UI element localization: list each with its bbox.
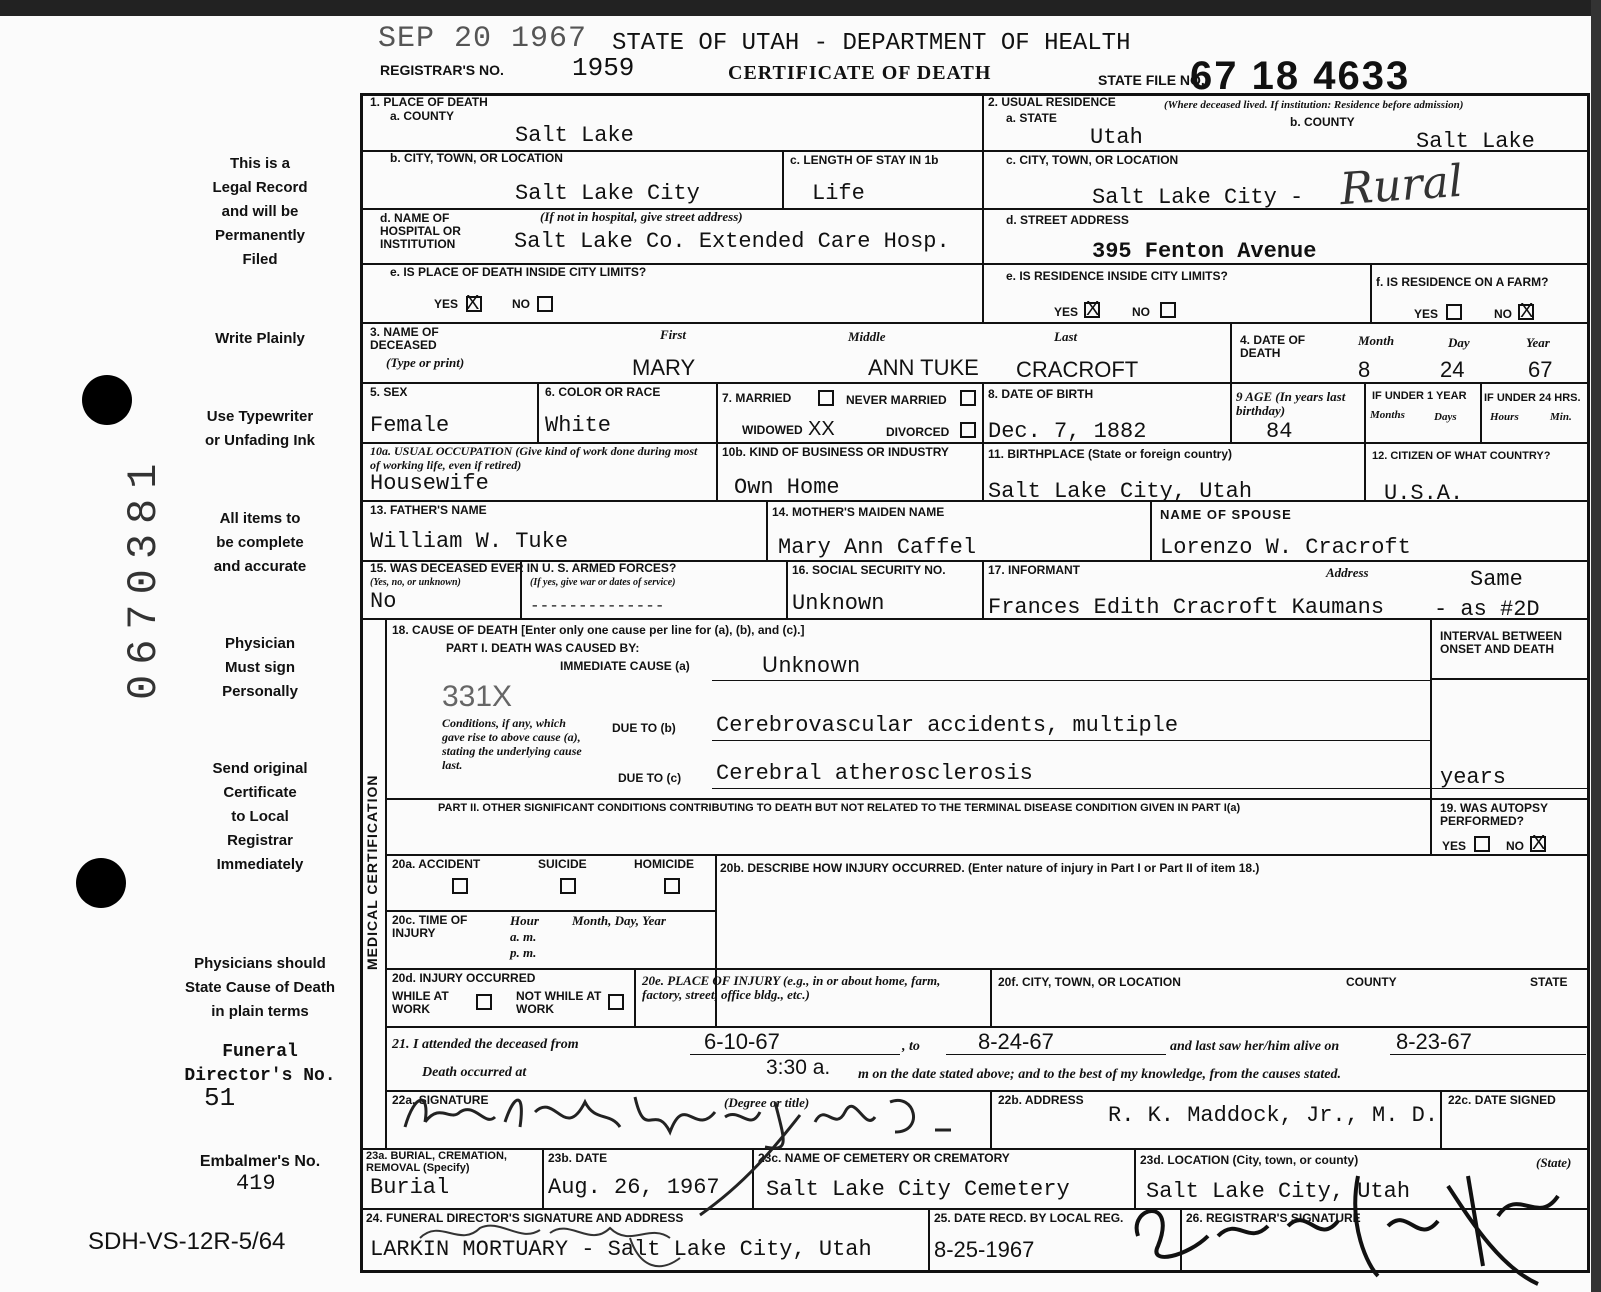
armed-hint-service: (If yes, give war or dates of service) <box>530 577 676 588</box>
suicide-checkbox[interactable] <box>560 878 576 894</box>
rule <box>1430 678 1590 680</box>
months-label: Months <box>1370 409 1405 421</box>
burial-location: Salt Lake City, Utah <box>1146 1179 1411 1204</box>
age-value: 84 <box>1266 419 1293 444</box>
rule <box>1430 618 1432 854</box>
funeral-director-signature <box>400 1208 720 1278</box>
death-occurred-tail: m on the date stated above; and to the best of my knowledge, from the causes stated. <box>858 1067 1341 1082</box>
punch-hole-bottom <box>76 858 126 908</box>
rule <box>634 968 636 1026</box>
residence-limits-label: e. IS RESIDENCE INSIDE CITY LIMITS? <box>1006 269 1228 283</box>
residence-county-label: b. COUNTY <box>1290 115 1355 129</box>
rule <box>1364 382 1366 500</box>
underline <box>1390 1054 1586 1055</box>
homicide-label: HOMICIDE <box>634 857 694 871</box>
cause-c: Cerebral atherosclerosis <box>716 761 1033 786</box>
married-label: 7. MARRIED <box>722 391 792 405</box>
hour-label: Hour <box>510 913 539 928</box>
medical-certification-side-label: MEDICAL CERTIFICATION <box>364 774 380 970</box>
death-limits-yes-mark: X <box>466 292 480 314</box>
funeral-director-no-label: Funeral Director's No. <box>184 1042 336 1086</box>
rule <box>1370 263 1372 323</box>
death-limits-yes-label: YES <box>434 297 459 311</box>
middle-name: ANN TUKE <box>868 355 979 380</box>
am-label: a. m. <box>510 929 537 944</box>
last-saw-label: and last saw her/him alive on <box>1170 1039 1340 1054</box>
burial-location-label: 23d. LOCATION (City, town, or county) <box>1140 1153 1359 1167</box>
rule <box>1230 322 1232 442</box>
not-while-at-work-checkbox[interactable] <box>608 994 624 1010</box>
autopsy-yes-checkbox[interactable] <box>1474 836 1490 852</box>
day-label: Day <box>1448 335 1470 350</box>
month-day-year-label: Month, Day, Year <box>572 913 666 928</box>
autopsy-no-mark: X <box>1532 832 1546 854</box>
residence-state: Utah <box>1090 125 1143 150</box>
vertical-serial: 0670381 <box>120 453 168 700</box>
typewriter-note: Use Typewriter or Unfading Ink <box>205 408 315 449</box>
signature-stroke <box>690 1110 810 1220</box>
citizen-value: U.S.A. <box>1384 481 1464 506</box>
registrar-signature <box>1118 1166 1588 1286</box>
punch-hole-top <box>82 375 132 425</box>
burial-type-label: 23a. BURIAL, CREMATION, REMOVAL (Specify) <box>366 1150 507 1174</box>
death-city-label: b. CITY, TOWN, OR LOCATION <box>390 151 563 165</box>
physician-address-label: 22b. ADDRESS <box>998 1093 1084 1107</box>
under-24-hrs-label: IF UNDER 24 HRS. <box>1484 392 1581 404</box>
attended-label: 21. I attended the deceased from <box>392 1037 579 1052</box>
funeral-director-label: 24. FUNERAL DIRECTOR'S SIGNATURE AND ADDRESS <box>366 1211 684 1225</box>
widowed-label: WIDOWED <box>742 423 803 437</box>
birthplace-value: Salt Lake City, Utah <box>988 479 1253 504</box>
stay-label: c. LENGTH OF STAY IN 1b <box>790 153 939 167</box>
never-married-label: NEVER MARRIED <box>846 393 947 407</box>
rule <box>990 1090 992 1148</box>
agency-title: STATE OF UTAH - DEPARTMENT OF HEALTH <box>612 30 1131 57</box>
embalmer-no-label: Embalmer's No. <box>199 1153 321 1170</box>
name-hint: (Type or print) <box>386 355 465 370</box>
residence-hint: (Where deceased lived. If institution: Residence before admission) <box>1164 99 1464 111</box>
complete-note: All items to be complete and accurate <box>213 510 307 575</box>
autopsy-no-label: NO <box>1506 839 1524 853</box>
residence-rural-handwritten: Rural <box>1338 155 1465 216</box>
rule <box>786 560 788 618</box>
length-of-stay: Life <box>812 181 865 206</box>
registrar-no: 1959 <box>572 53 635 83</box>
citizen-label: 12. CITIZEN OF WHAT COUNTRY? <box>1372 450 1551 462</box>
married-checkbox[interactable] <box>818 390 834 406</box>
armed-hint: (Yes, no, or unknown) <box>370 577 461 588</box>
certificate-title: CERTIFICATE OF DEATH <box>728 62 992 84</box>
age-label: 9 AGE (In years last birthday) <box>1236 389 1346 418</box>
farm-label: f. IS RESIDENCE ON A FARM? <box>1376 275 1549 289</box>
death-city: Salt Lake City <box>515 181 700 206</box>
injury-description-label: 20b. DESCRIBE HOW INJURY OCCURRED. (Enter nature of injury in Part I or Part II of item 18.) <box>720 861 1260 875</box>
rule <box>385 1026 1590 1028</box>
scan-edge-right <box>1591 0 1601 1292</box>
burial-type: Burial <box>370 1175 450 1200</box>
armed-forces-label: 15. WAS DECEASED EVER IN U. S. ARMED FORCES? <box>370 561 677 575</box>
rule <box>1150 500 1152 560</box>
rule <box>385 798 1590 800</box>
divorced-checkbox[interactable] <box>960 422 976 438</box>
place-of-injury-label: 20e. PLACE OF INJURY (e.g., in or about home, farm, factory, street, office bldg., etc.) <box>642 973 941 1002</box>
rule <box>1480 382 1482 442</box>
physician-sign-note: Physician Must sign Personally <box>222 635 298 700</box>
date-of-death-label: 4. DATE OF DEATH <box>1240 333 1306 360</box>
while-at-work-label: WHILE AT WORK <box>392 989 449 1016</box>
conditions-note: Conditions, if any, which gave rise to above cause (a), stating the underlying cause last. <box>442 716 582 772</box>
residence-limits-no-label: NO <box>1132 305 1150 319</box>
never-married-checkbox[interactable] <box>960 390 976 406</box>
rule <box>982 382 984 500</box>
mother-name: Mary Ann Caffel <box>778 535 977 560</box>
place-of-death-label: 1. PLACE OF DEATH <box>370 95 488 109</box>
burial-date-label: 23b. DATE <box>548 1151 608 1165</box>
underline <box>946 1054 1166 1055</box>
rule <box>990 968 992 1026</box>
due-to-b-label: DUE TO (b) <box>612 721 676 735</box>
race-value: White <box>545 413 612 438</box>
death-year: 67 <box>1528 357 1553 382</box>
death-month: 8 <box>1358 357 1371 382</box>
interval-value: years <box>1440 765 1507 790</box>
farm-no-label: NO <box>1494 307 1512 321</box>
residence-limits-no-checkbox[interactable] <box>1160 302 1176 318</box>
ssn-value: Unknown <box>792 591 885 616</box>
widowed-mark: XX <box>808 418 835 440</box>
spouse-name: Lorenzo W. Cracroft <box>1160 535 1411 560</box>
death-limits-no-label: NO <box>512 297 530 311</box>
registrar-signature-label: 26. REGISTRAR'S SIGNATURE <box>1186 1211 1361 1225</box>
informant-address-label: Address <box>1326 565 1369 580</box>
armed-service-dashes: -------------- <box>530 597 665 615</box>
father-label: 13. FATHER'S NAME <box>370 503 487 517</box>
death-occurred-at-label: Death occurred at <box>422 1065 527 1080</box>
injury-occurred-label: 20d. INJURY OCCURRED <box>392 971 536 985</box>
business-label: 10b. KIND OF BUSINESS OR INDUSTRY <box>722 445 949 459</box>
cause-label: 18. CAUSE OF DEATH [Enter only one cause per line for (a), (b), and (c).] <box>392 623 805 637</box>
while-at-work-checkbox[interactable] <box>476 994 492 1010</box>
birthplace-label: 11. BIRTHPLACE (State or foreign country) <box>988 447 1233 461</box>
county-label: a. COUNTY <box>390 109 455 123</box>
divorced-label: DIVORCED <box>886 425 950 439</box>
death-time: 3:30 a. <box>766 1056 831 1079</box>
middle-label: Middle <box>848 329 886 344</box>
rule <box>537 382 539 442</box>
street-label: d. STREET ADDRESS <box>1006 213 1129 227</box>
spouse-label: NAME OF SPOUSE <box>1160 507 1292 522</box>
under-1-year-label: IF UNDER 1 YEAR <box>1372 390 1467 402</box>
sex-value: Female <box>370 413 450 438</box>
injury-county-label: COUNTY <box>1346 975 1397 989</box>
rule <box>542 1148 544 1208</box>
min-label: Min. <box>1550 411 1572 423</box>
autopsy-label: 19. WAS AUTOPSY PERFORMED? <box>1440 801 1548 828</box>
last-label: Last <box>1054 329 1078 344</box>
rule <box>385 968 1590 970</box>
interval-label: INTERVAL BETWEEN ONSET AND DEATH <box>1440 629 1563 656</box>
first-name: MARY <box>632 355 696 380</box>
informant-name: Frances Edith Cracroft Kaumans <box>988 595 1385 620</box>
hospital-name: Salt Lake Co. Extended Care Hosp. <box>514 229 950 254</box>
informant-address: - as #2D <box>1434 597 1540 622</box>
farm-yes-label: YES <box>1414 307 1439 321</box>
dob-label: 8. DATE OF BIRTH <box>988 387 1094 401</box>
residence-city: Salt Lake City - <box>1092 185 1304 210</box>
attended-to: 8-24-67 <box>978 1029 1054 1054</box>
degree-label: (Degree or title) <box>724 1095 810 1110</box>
registrar-no-label: REGISTRAR'S NO. <box>380 62 504 78</box>
dob-value: Dec. 7, 1882 <box>988 419 1147 444</box>
rule <box>782 150 784 208</box>
injury-city-label: 20f. CITY, TOWN, OR LOCATION <box>998 975 1181 989</box>
rule <box>928 1208 930 1273</box>
mother-label: 14. MOTHER'S MAIDEN NAME <box>772 505 945 519</box>
form-number: SDH-VS-12R-5/64 <box>88 1228 286 1255</box>
residence-state-label: a. STATE <box>1006 111 1057 125</box>
race-label: 6. COLOR OR RACE <box>545 385 661 399</box>
attended-from: 6-10-67 <box>704 1029 780 1054</box>
rule <box>982 93 984 323</box>
rule <box>360 322 1590 324</box>
residence-city-label: c. CITY, TOWN, OR LOCATION <box>1006 153 1179 167</box>
underline <box>712 740 1430 741</box>
cemetery-label: 23c. NAME OF CEMETERY OR CREMATORY <box>758 1151 1010 1165</box>
month-label: Month <box>1358 333 1395 348</box>
date-signed-label: 22c. DATE SIGNED <box>1448 1093 1556 1107</box>
hospital-label: d. NAME OF HOSPITAL OR INSTITUTION <box>380 211 461 251</box>
burial-date: Aug. 26, 1967 <box>548 1175 720 1200</box>
suicide-label: SUICIDE <box>538 857 587 871</box>
burial-state-label: (State) <box>1536 1155 1572 1170</box>
farm-no-mark: X <box>1520 300 1534 322</box>
farm-yes-checkbox[interactable] <box>1446 304 1462 320</box>
write-plainly-note: Write Plainly <box>215 330 305 347</box>
time-of-injury-label: 20c. TIME OF INJURY <box>392 913 468 940</box>
armed-value: No <box>370 589 397 614</box>
year-label: Year <box>1526 335 1550 350</box>
residence-limits-yes-label: YES <box>1054 305 1079 319</box>
hospital-hint: (If not in hospital, give street address) <box>540 209 743 224</box>
residence-county: Salt Lake <box>1416 129 1535 154</box>
funeral-director-no: 51 <box>204 1083 236 1113</box>
injury-state-label: STATE <box>1530 975 1568 989</box>
cause-b: Cerebrovascular accidents, multiple <box>716 713 1179 738</box>
cemetery-name: Salt Lake City Cemetery <box>766 1177 1070 1202</box>
residence-label: 2. USUAL RESIDENCE <box>988 95 1116 109</box>
funeral-director: LARKIN MORTUARY - Salt Lake City, Utah <box>370 1237 872 1262</box>
last-saw-date: 8-23-67 <box>1396 1029 1472 1054</box>
informant-address-same: Same <box>1470 567 1523 592</box>
rule <box>1440 1090 1442 1148</box>
part-2-label: PART II. OTHER SIGNIFICANT CONDITIONS CONTRIBUTING TO DEATH BUT NOT RELATED TO THE TERMINAL DISEASE CONDITION GIVEN IN PART I(a) <box>438 802 1241 814</box>
autopsy-yes-label: YES <box>1442 839 1467 853</box>
rule <box>360 618 1590 620</box>
immediate-cause-label: IMMEDIATE CAUSE (a) <box>560 659 690 673</box>
rule <box>716 382 718 500</box>
occupation-value: Housewife <box>370 471 489 496</box>
days-label: Days <box>1434 411 1457 423</box>
death-limits-label: e. IS PLACE OF DEATH INSIDE CITY LIMITS? <box>390 265 647 279</box>
cause-a: Unknown <box>762 652 861 677</box>
last-name: CRACROFT <box>1016 357 1139 382</box>
occupation-label: 10a. USUAL OCCUPATION (Give kind of work done during most of working life, even if retired) <box>370 444 698 472</box>
scan-edge-top <box>0 0 1601 16</box>
sex-label: 5. SEX <box>370 385 408 399</box>
legal-record-note: This is a Legal Record and will be Permanently Filed <box>212 155 308 268</box>
send-original-note: Send original Certificate to Local Registrar Immediately <box>212 760 308 873</box>
informant-label: 17. INFORMANT <box>988 563 1081 577</box>
rule <box>766 500 768 560</box>
part-1-label: PART I. DEATH WAS CAUSED BY: <box>446 641 640 655</box>
death-county: Salt Lake <box>515 123 634 148</box>
physician-signature <box>395 1082 955 1152</box>
signature-label: 22a. SIGNATURE <box>392 1093 489 1107</box>
name-label: 3. NAME OF DECEASED <box>370 325 439 352</box>
business-value: Own Home <box>734 475 840 500</box>
state-file-label: STATE FILE NO. <box>1098 72 1205 88</box>
underline <box>690 1054 900 1055</box>
death-day: 24 <box>1440 357 1465 382</box>
ssn-label: 16. SOCIAL SECURITY NO. <box>792 563 946 577</box>
received-stamp: SEP 20 1967 <box>378 22 588 56</box>
rule <box>385 618 387 1148</box>
state-file-no: 67 18 4633 <box>1190 54 1411 98</box>
rule <box>385 854 1590 856</box>
father-name: William W. Tuke <box>370 529 569 554</box>
date-received-label: 25. DATE RECD. BY LOCAL REG. <box>934 1211 1124 1225</box>
embalmer-no: 419 <box>236 1171 276 1196</box>
due-to-c-label: DUE TO (c) <box>618 771 682 785</box>
accident-checkbox[interactable] <box>452 878 468 894</box>
not-while-at-work-label: NOT WHILE AT WORK <box>516 989 602 1016</box>
homicide-checkbox[interactable] <box>664 878 680 894</box>
date-received: 8-25-1967 <box>934 1237 1035 1262</box>
disease-code: 331X <box>442 680 513 713</box>
death-limits-no-checkbox[interactable] <box>537 296 553 312</box>
rule <box>385 910 715 912</box>
street-address: 395 Fenton Avenue <box>1092 239 1317 264</box>
plain-terms-note: Physicians should State Cause of Death in plain terms <box>184 955 336 1020</box>
pm-label: p. m. <box>510 945 537 960</box>
underline <box>712 680 1430 681</box>
residence-limits-yes-mark: X <box>1086 298 1100 320</box>
to-label: , to <box>902 1039 920 1054</box>
rule <box>360 382 1590 384</box>
rule <box>982 560 984 618</box>
accident-label: 20a. ACCIDENT <box>392 857 481 871</box>
first-label: First <box>660 327 687 342</box>
physician-address: R. K. Maddock, Jr., M. D. <box>1108 1103 1439 1128</box>
hours-label: Hours <box>1490 411 1519 423</box>
